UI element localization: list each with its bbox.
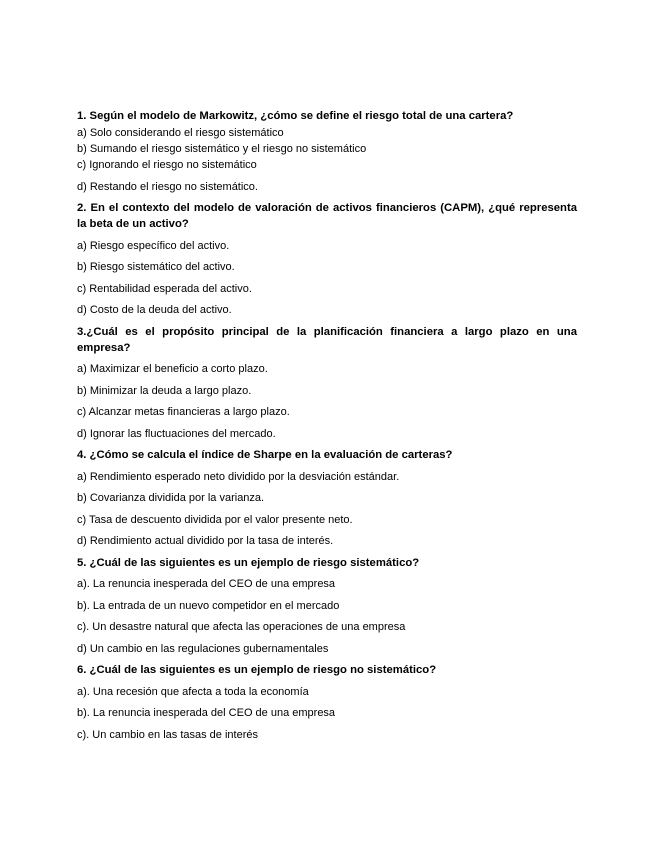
question-5-option-c: c). Un desastre natural que afecta las operaciones de una empresa <box>77 621 406 633</box>
question-2-option-a: a) Riesgo específico del activo. <box>77 239 230 252</box>
question-6-option-b: b). La renuncia inesperada del CEO de una empresa <box>77 707 336 719</box>
question-4-option-b: b) Covarianza dividida por la varianza. <box>77 492 265 504</box>
question-3-option-a: a) Maximizar el beneficio a corto plazo. <box>77 363 268 375</box>
question-block-1 <box>77 108 577 195</box>
question-4-option-a: a) Rendimiento esperado neto dividido por la desviación estándar. <box>77 470 400 483</box>
question-block-3 <box>77 324 577 442</box>
question-block-2 <box>77 200 577 318</box>
question-1-option-d: d) Restando el riesgo no sistemático. <box>77 180 258 193</box>
question-4-option-d: d) Rendimiento actual dividido por la tasa de interés. <box>77 535 334 547</box>
question-4-text: 4. ¿Cómo se calcula el índice de Sharpe en la evaluación de carteras? <box>77 449 453 461</box>
question-6-option-a: a). Una recesión que afecta a toda la economía <box>77 685 309 698</box>
question-2-option-b: b) Riesgo sistemático del activo. <box>77 261 235 273</box>
question-3-option-b: b) Minimizar la deuda a largo plazo. <box>77 384 252 397</box>
question-5-option-a: a). La renuncia inesperada del CEO de una empresa <box>77 578 336 590</box>
question-block-6 <box>77 662 577 743</box>
question-4-option-c: c) Tasa de descuento dividida por el valor presente neto. <box>77 513 353 526</box>
question-2-option-d: d) Costo de la deuda del activo. <box>77 304 232 316</box>
question-3-text: 3.¿Cuál es el propósito principal de la planificación financiera a largo plazo en una empresa? <box>77 325 577 354</box>
question-6-option-c: c). Un cambio en las tasas de interés <box>77 728 258 741</box>
question-block-4 <box>77 447 577 549</box>
question-1-option-c: c) Ignorando el riesgo no sistemático <box>77 159 257 171</box>
question-1-text: 1. Según el modelo de Markowitz, ¿cómo se define el riesgo total de una cartera? <box>77 110 514 122</box>
document-page <box>77 108 577 743</box>
question-3-option-d: d) Ignorar las fluctuaciones del mercado. <box>77 427 276 440</box>
question-5-text: 5. ¿Cuál de las siguientes es un ejemplo de riesgo sistemático? <box>77 556 420 569</box>
question-5-option-d: d) Un cambio en las regulaciones gubernamentales <box>77 642 329 655</box>
question-1-option-b: b) Sumando el riesgo sistemático y el riesgo no sistemático <box>77 143 367 155</box>
question-1-option-a: a) Solo considerando el riesgo sistemático <box>77 127 284 139</box>
question-2-option-c: c) Rentabilidad esperada del activo. <box>77 282 252 295</box>
question-2-text: 2. En el contexto del modelo de valoración de activos financieros (CAPM), ¿qué representa la beta de un activo? <box>77 202 577 230</box>
question-3-option-c: c) Alcanzar metas financieras a largo plazo. <box>77 406 290 418</box>
question-6-text: 6. ¿Cuál de las siguientes es un ejemplo de riesgo no sistemático? <box>77 664 437 676</box>
question-block-5 <box>77 555 577 657</box>
question-5-option-b: b). La entrada de un nuevo competidor en el mercado <box>77 599 340 612</box>
